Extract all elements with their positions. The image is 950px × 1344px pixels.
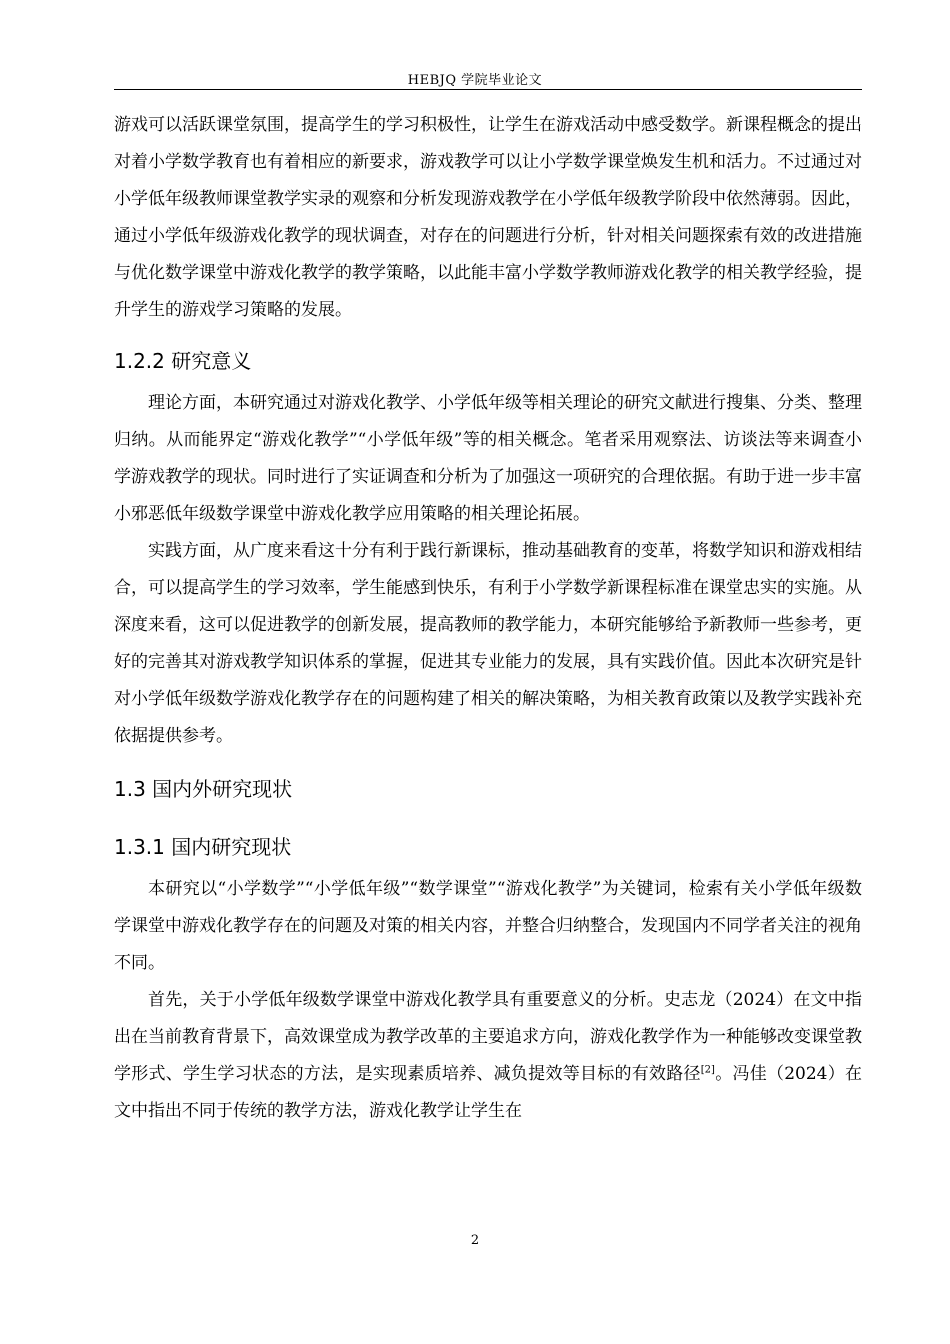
page-number: 2 — [470, 1233, 480, 1248]
paragraph-continuation: 游戏可以活跃课堂氛围，提高学生的学习积极性，让学生在游戏活动中感受数学。新课程概念的提出对着小学数学教育也有着相应的新要求，游戏教学可以让小学数学课堂焕发生机和活力。不过通过对小学低年级教师课堂教学实录的观察和分析发现游戏教学在小学低年级教学阶段中依然薄弱。因此，通过小学低年级游戏化教学的现状调查，对存在的问题进行分析，针对相关问题探索有效的改进措施与优化数学课堂中游戏化教学的教学策略，以此能丰富小学数学教师游戏化教学的相关教学经验，提升学生的游戏学习策略的发展。 — [114, 115, 862, 320]
running-header: HEBJQ 学院毕业论文 — [407, 73, 543, 88]
citation-reference[interactable]: [2] — [700, 1064, 715, 1076]
heading-1-3-1: 1.3.1 国内研究现状 — [114, 835, 292, 859]
paragraph-practice: 实践方面，从广度来看这十分有利于践行新课标，推动基础教育的变革，将数学知识和游戏相结合，可以提高学生的学习效率，学生能感到快乐，有利于小学数学新课程标准在课堂忠实的实施。从深度来看，这可以促进教学的创新发展，提高教师的教学能力，本研究能够给予新教师一些参考，更好的完善其对游戏教学知识体系的掌握，促进其专业能力的发展，具有实践价值。因此本次研究是针对小学低年级数学游戏化教学存在的问题构建了相关的解决策略，为相关教育政策以及教学实践补充依据提供参考。 — [114, 541, 862, 746]
heading-1-3: 1.3 国内外研究现状 — [114, 777, 293, 801]
header-divider — [114, 89, 862, 90]
paragraph-keywords: 本研究以“小学数学”“小学低年级”“数学课堂”“游戏化教学”为关键词，检索有关小学低年级数学课堂中游戏化教学存在的问题及对策的相关内容，并整合归纳整合，发现国内不同学者关注的视角不同。 — [114, 879, 862, 973]
paragraph-text-part1: 首先，关于小学低年级数学课堂中游戏化教学具有重要意义的分析。史志龙（2024）在文中指出在当前教育背景下，高效课堂成为教学改革的主要追求方向，游戏化教学作为一种能够改变课堂教学形式、学生学习状态的方法，是实现素质培养、减负提效等目标的有效路径 — [114, 990, 862, 1084]
paragraph-theory: 理论方面，本研究通过对游戏化教学、小学低年级等相关理论的研究文献进行搜集、分类、整理归纳。从而能界定“游戏化教学”“小学低年级”等的相关概念。笔者采用观察法、访谈法等来调查小学游戏教学的现状。同时进行了实证调查和分析为了加强这一项研究的合理依据。有助于进一步丰富小邪恶低年级数学课堂中游戏化教学应用策略的相关理论拓展。 — [114, 393, 862, 524]
heading-1-2-2: 1.2.2 研究意义 — [114, 349, 252, 373]
paragraph-text-part2: 。冯佳（2024）在文中指出不同于传统的教学方法，游戏化教学让学生在 — [114, 1064, 863, 1121]
body-text — [114, 107, 862, 1130]
paragraph-first-analysis — [114, 982, 862, 1130]
